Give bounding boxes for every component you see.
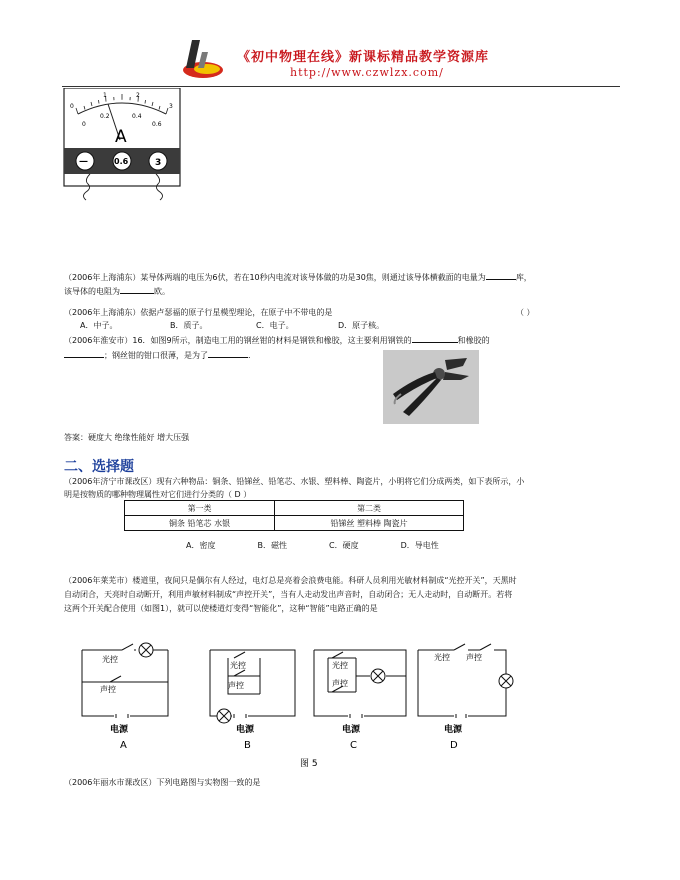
- q3-blank-steel[interactable]: [412, 333, 458, 343]
- banner-title: 《初中物理在线》新课标精品教学资源库: [237, 50, 490, 65]
- circuit-d-sound-label: 声控: [466, 653, 482, 662]
- terminal-3[interactable]: 3: [155, 158, 162, 168]
- q2-option-b: B．质子。: [170, 321, 208, 330]
- q3-stem: （2006年淮安市）16．如图9所示，制造电工用的钢丝钳的材料是钢铁和橡胶，这主要利用钢铁的: [64, 336, 412, 345]
- q6-stem: （2006年丽水市课改区）下列电路图与实物图一致的是: [64, 778, 261, 787]
- q3-line1: [64, 333, 490, 346]
- ammeter-bottom-0: 0: [82, 121, 86, 128]
- q1-line1: [64, 270, 532, 283]
- q1-tail1: 库，: [515, 273, 532, 282]
- q4-options: [186, 540, 481, 551]
- circuit-d-letter: D: [450, 740, 458, 751]
- banner-url[interactable]: http://www.czwlzx.com/: [290, 66, 444, 79]
- circuit-b-light-label: 光控: [230, 661, 246, 670]
- circuit-a-source-label: 电源: [110, 725, 129, 735]
- ammeter-figure: [60, 88, 184, 204]
- circuit-a: [82, 643, 168, 718]
- q1-blank-charge[interactable]: [486, 270, 516, 280]
- section-title: 二、选择题: [64, 459, 134, 475]
- q3-answer: 答案：硬度大 绝缘性能好 增大压强: [64, 433, 190, 442]
- table-header-class1: 第一类: [125, 501, 275, 516]
- q4-line2: 明是按物质的哪种物理属性对它们进行分类的（ D ）: [64, 490, 252, 499]
- q2-answer-bracket[interactable]: （ ）: [516, 308, 535, 317]
- ammeter-bottom-1: 0.2: [100, 113, 110, 120]
- table-cell-class1: 铜条 铅笔芯 水银: [125, 516, 275, 531]
- circuit-b: [210, 650, 295, 723]
- figure-caption: 图 5: [300, 759, 318, 769]
- q1-blank-resistance[interactable]: [120, 284, 154, 294]
- q4-option-b: B．磁性: [257, 541, 287, 550]
- circuit-b-source-label: 电源: [236, 725, 255, 735]
- ammeter-top-2: 2: [136, 92, 140, 99]
- table-cell-class2: 铅锑丝 塑料棒 陶瓷片: [275, 516, 464, 531]
- q5-line3: 这两个开关配合使用（如图1），就可以使楼道灯变得“智能化”，这种“智能”电路正确的是: [64, 604, 378, 613]
- ammeter-top-1: 1: [103, 92, 107, 99]
- classification-table: [124, 500, 464, 531]
- q4-line1: （2006年济宁市课改区）现有六种物品：铜条、铅锑丝、铅笔芯、水银、塑料棒、陶瓷片，小明将它们分成两类，如下表所示，小: [64, 477, 525, 486]
- q2-option-a: A．中子。: [80, 321, 118, 330]
- circuit-d-light-label: 光控: [434, 653, 450, 662]
- q2-stem: （2006年上海浦东）依据卢瑟福的原子行星模型理论，在原子中不带电的是: [64, 308, 333, 317]
- q5-line1: （2006年莱芜市）楼道里，夜间只是偶尔有人经过，电灯总是亮着会浪费电能。科研人员利用光敏材料制成“光控开关”，天黑时: [64, 576, 517, 585]
- q3-line2: [64, 348, 251, 361]
- circuit-c-sound-label: 声控: [332, 679, 348, 688]
- circuit-c-letter: C: [350, 740, 357, 751]
- q1-tail2: 欧。: [154, 287, 170, 296]
- circuit-a-letter: A: [120, 740, 127, 751]
- q4-option-d: D．导电性: [400, 541, 439, 550]
- q1-line2-text: 该导体的电阻为: [64, 287, 120, 296]
- ammeter-top-0: 0: [70, 103, 74, 110]
- q4-option-c: C．硬度: [328, 541, 359, 550]
- ammeter-unit: A: [115, 127, 127, 147]
- terminal-0-6[interactable]: 0.6: [114, 157, 129, 166]
- q3-tail1: 和橡胶的: [457, 336, 490, 345]
- circuit-b-sound-label: 声控: [228, 681, 244, 690]
- q3-end: .: [248, 351, 251, 360]
- circuit-c-light-label: 光控: [332, 661, 348, 670]
- ammeter-bottom-2: 0.4: [132, 113, 142, 120]
- ammeter-bottom-3: 0.6: [152, 121, 162, 128]
- circuit-c-source-label: 电源: [342, 725, 361, 735]
- circuit-a-light-label: 光控: [102, 655, 118, 664]
- q2-option-d: D．原子核。: [338, 321, 385, 330]
- logo: [180, 38, 226, 80]
- q3-line2-text: ；钢丝钳的钳口很薄，是为了: [104, 351, 208, 360]
- circuit-a-sound-label: 声控: [100, 685, 116, 694]
- ammeter-top-3: 3: [169, 103, 173, 110]
- pliers-image: [383, 350, 479, 424]
- q1-line2: [64, 284, 170, 297]
- q1-stem: （2006年上海浦东）某导体两端的电压为6伏，若在10秒内电流对该导体做的功是30焦，则通过该导体横截面的电量为: [64, 273, 486, 282]
- table-header-class2: 第二类: [275, 501, 464, 516]
- q2-option-c: C．电子。: [256, 321, 294, 330]
- header-divider: [62, 86, 620, 87]
- q3-blank-rubber[interactable]: [64, 348, 104, 358]
- circuit-d-source-label: 电源: [444, 725, 463, 735]
- circuit-figure: [70, 636, 530, 770]
- terminal-neg[interactable]: —: [79, 157, 88, 167]
- q4-option-a: A．密度: [186, 541, 216, 550]
- circuit-b-letter: B: [244, 740, 251, 751]
- q5-line2: 自动闭合，天亮时自动断开，利用声敏材料制成“声控开关”，当有人走动发出声音时，自动闭合；无人走动时，自动断开。若将: [64, 590, 513, 599]
- circuit-c: [314, 650, 406, 718]
- q3-blank-purpose[interactable]: [208, 348, 248, 358]
